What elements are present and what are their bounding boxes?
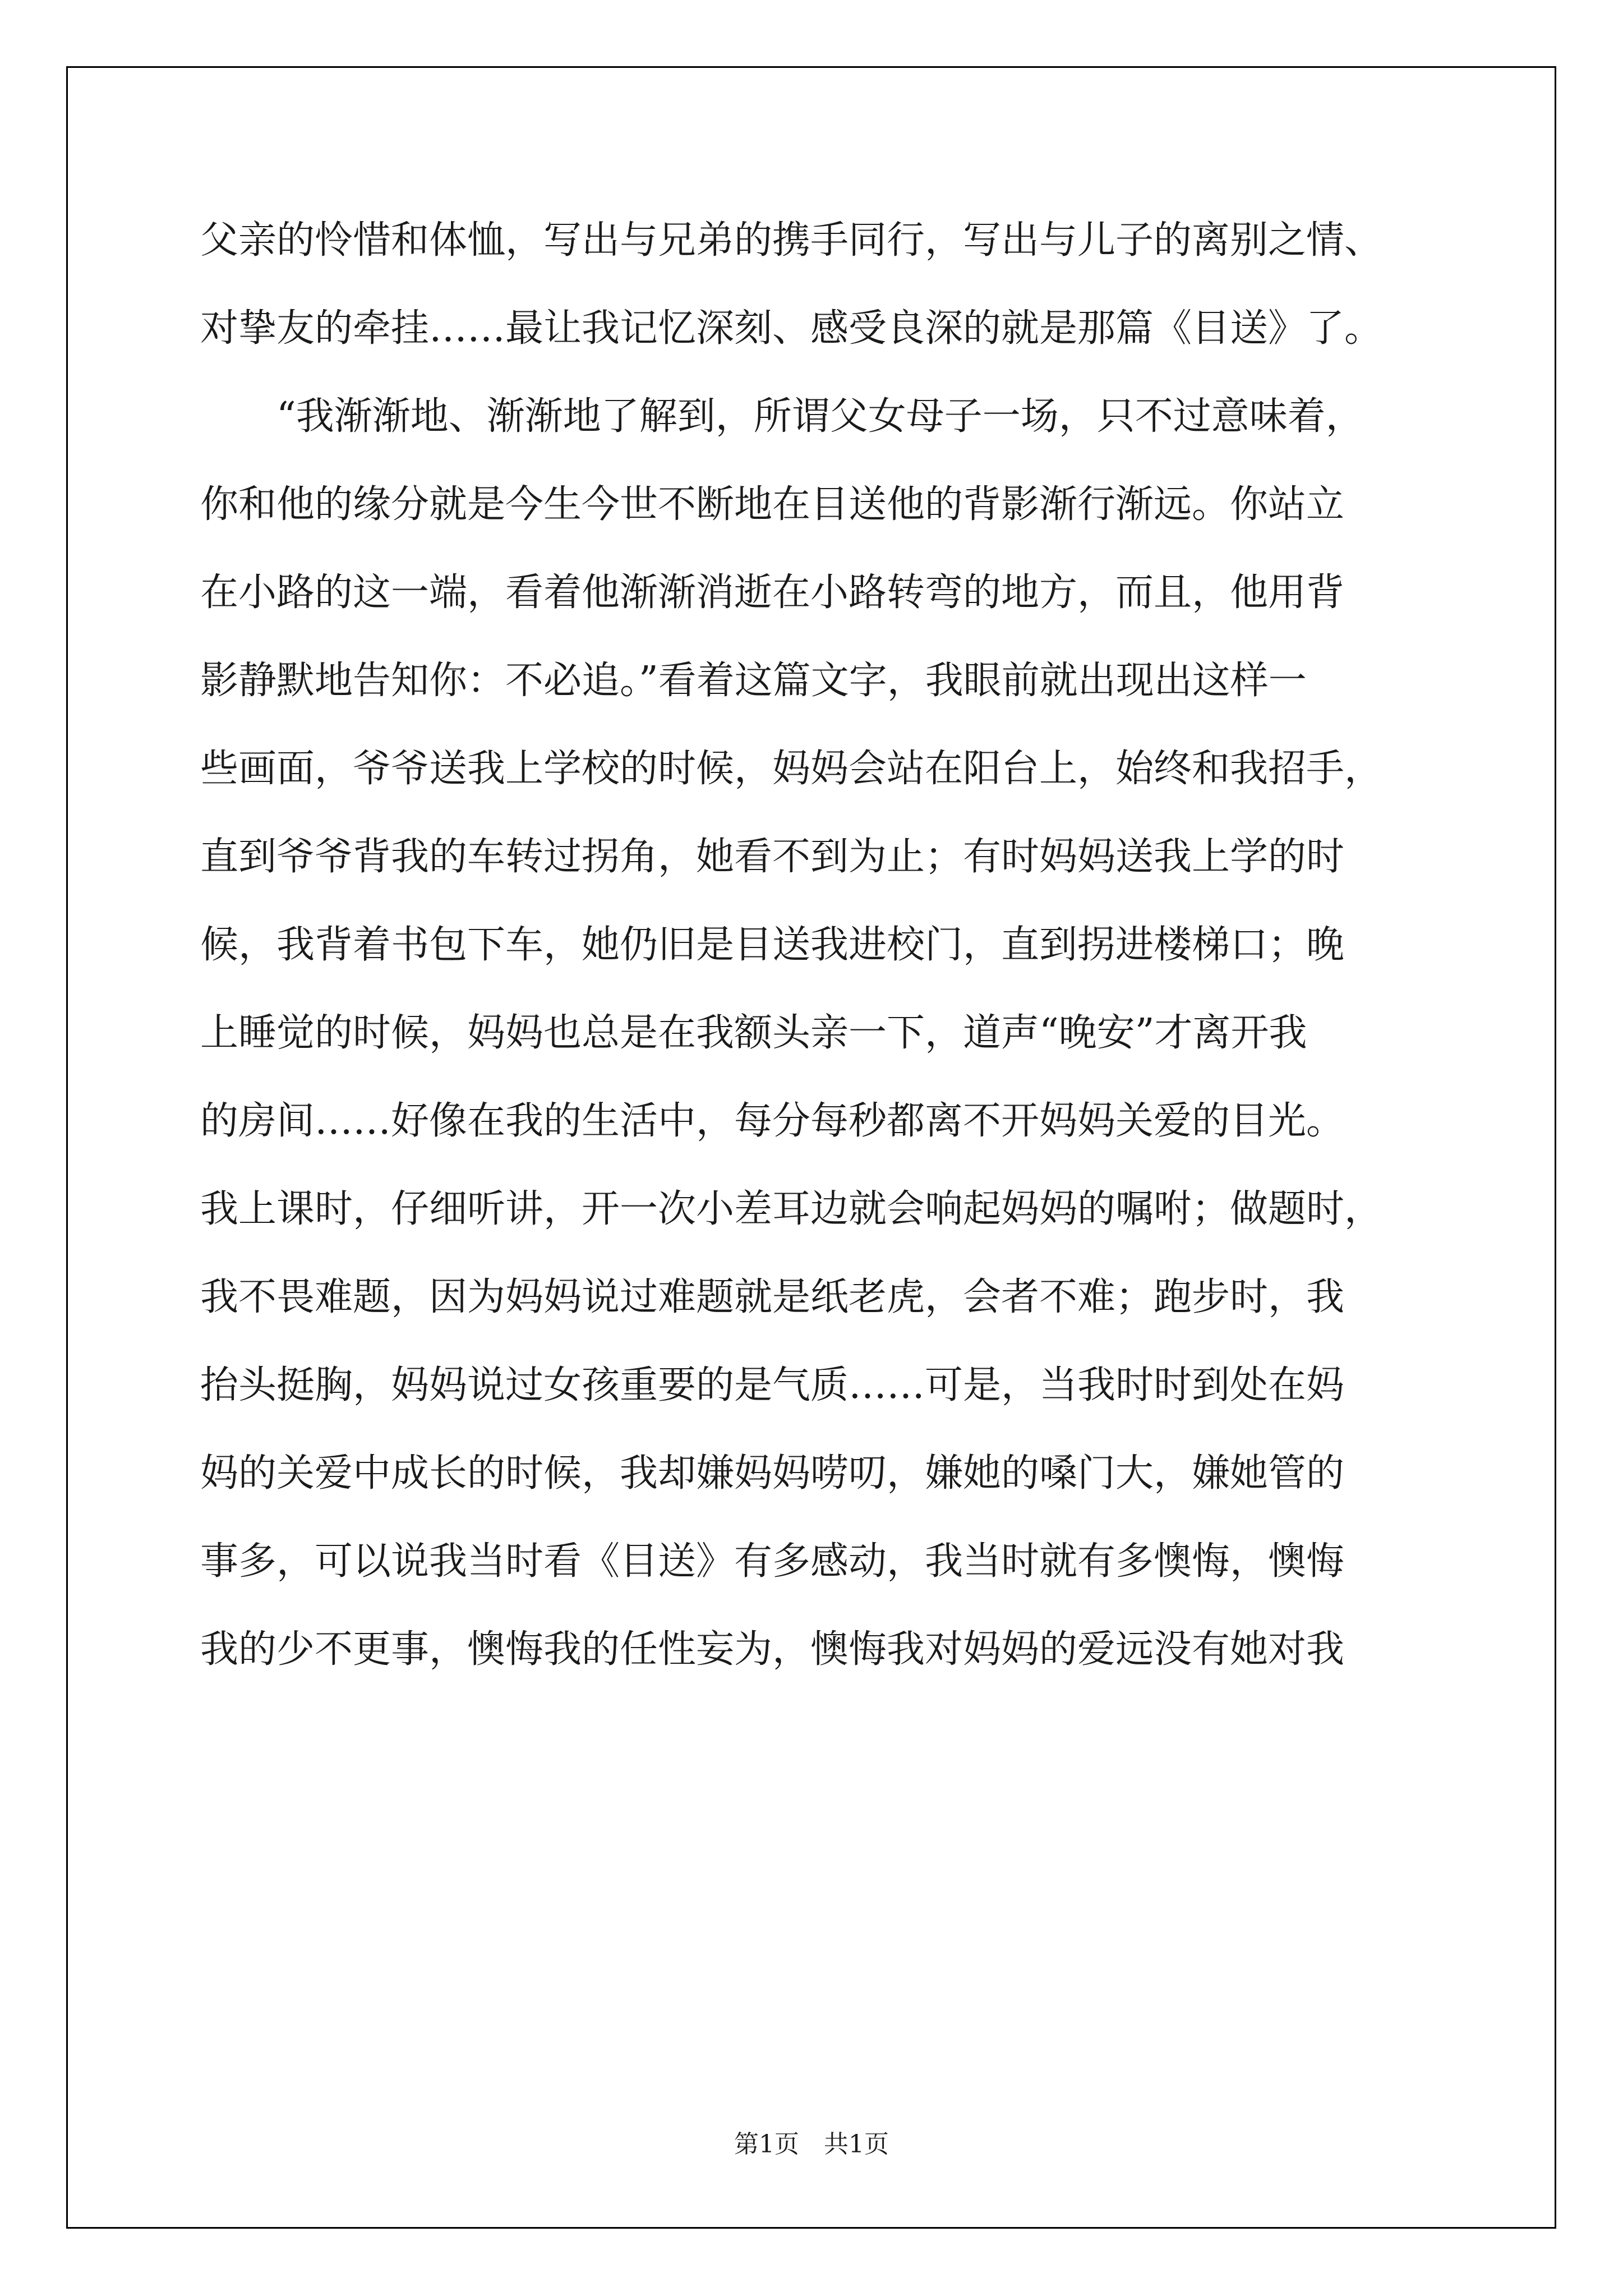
text-line: “我渐渐地、渐渐地了解到，所谓父女母子一场，只不过意味着， [200,394,1364,439]
text-line: 你和他的缘分就是今生今世不断地在目送他的背影渐行渐远。你站立 [200,482,1345,527]
text-line: 事多，可以说我当时看《目送》有多感动，我当时就有多懊悔，懊悔 [200,1539,1345,1584]
text-line: 在小路的这一端，看着他渐渐消逝在小路转弯的地方，而且，他用背 [200,570,1345,615]
text-line: 父亲的怜惜和体恤，写出与兄弟的携手同行，写出与儿子的离别之情、 [200,218,1383,263]
text-line: 些画面，爷爷送我上学校的时候，妈妈会站在阳台上，始终和我招手， [200,747,1383,791]
text-line: 妈的关爱中成长的时候，我却嫌妈妈唠叨，嫌她的嗓门大，嫌她管的 [200,1451,1345,1496]
text-line: 我不畏难题，因为妈妈说过难题就是纸老虎，会者不难；跑步时，我 [200,1275,1345,1319]
text-line: 我上课时，仔细听讲，开一次小差耳边就会响起妈妈的嘱咐；做题时， [200,1187,1383,1231]
text-line: 我的少不更事，懊悔我的任性妄为，懊悔我对妈妈的爱远没有她对我 [200,1627,1345,1672]
text-line: 对挚友的牵挂……最让我记忆深刻、感受良深的就是那篇《目送》了。 [200,306,1383,351]
document-body [200,196,1434,1694]
text-line: 候，我背着书包下车，她仍旧是目送我进校门，直到拐进楼梯口；晚 [200,923,1345,967]
text-line: 影静默地告知你：不必追。”看着这篇文字，我眼前就出现出这样一 [200,659,1307,703]
text-line: 的房间……好像在我的生活中，每分每秒都离不开妈妈关爱的目光。 [200,1099,1345,1143]
text-line: 直到爷爷背我的车转过拐角，她看不到为止；有时妈妈送我上学的时 [200,835,1345,879]
text-line: 抬头挺胸，妈妈说过女孩重要的是气质……可是，当我时时到处在妈 [200,1363,1345,1407]
page-footer: 第1页 共1页 [734,2130,889,2159]
text-line: 上睡觉的时候，妈妈也总是在我额头亲一下，道声“晚安”才离开我 [200,1011,1307,1055]
